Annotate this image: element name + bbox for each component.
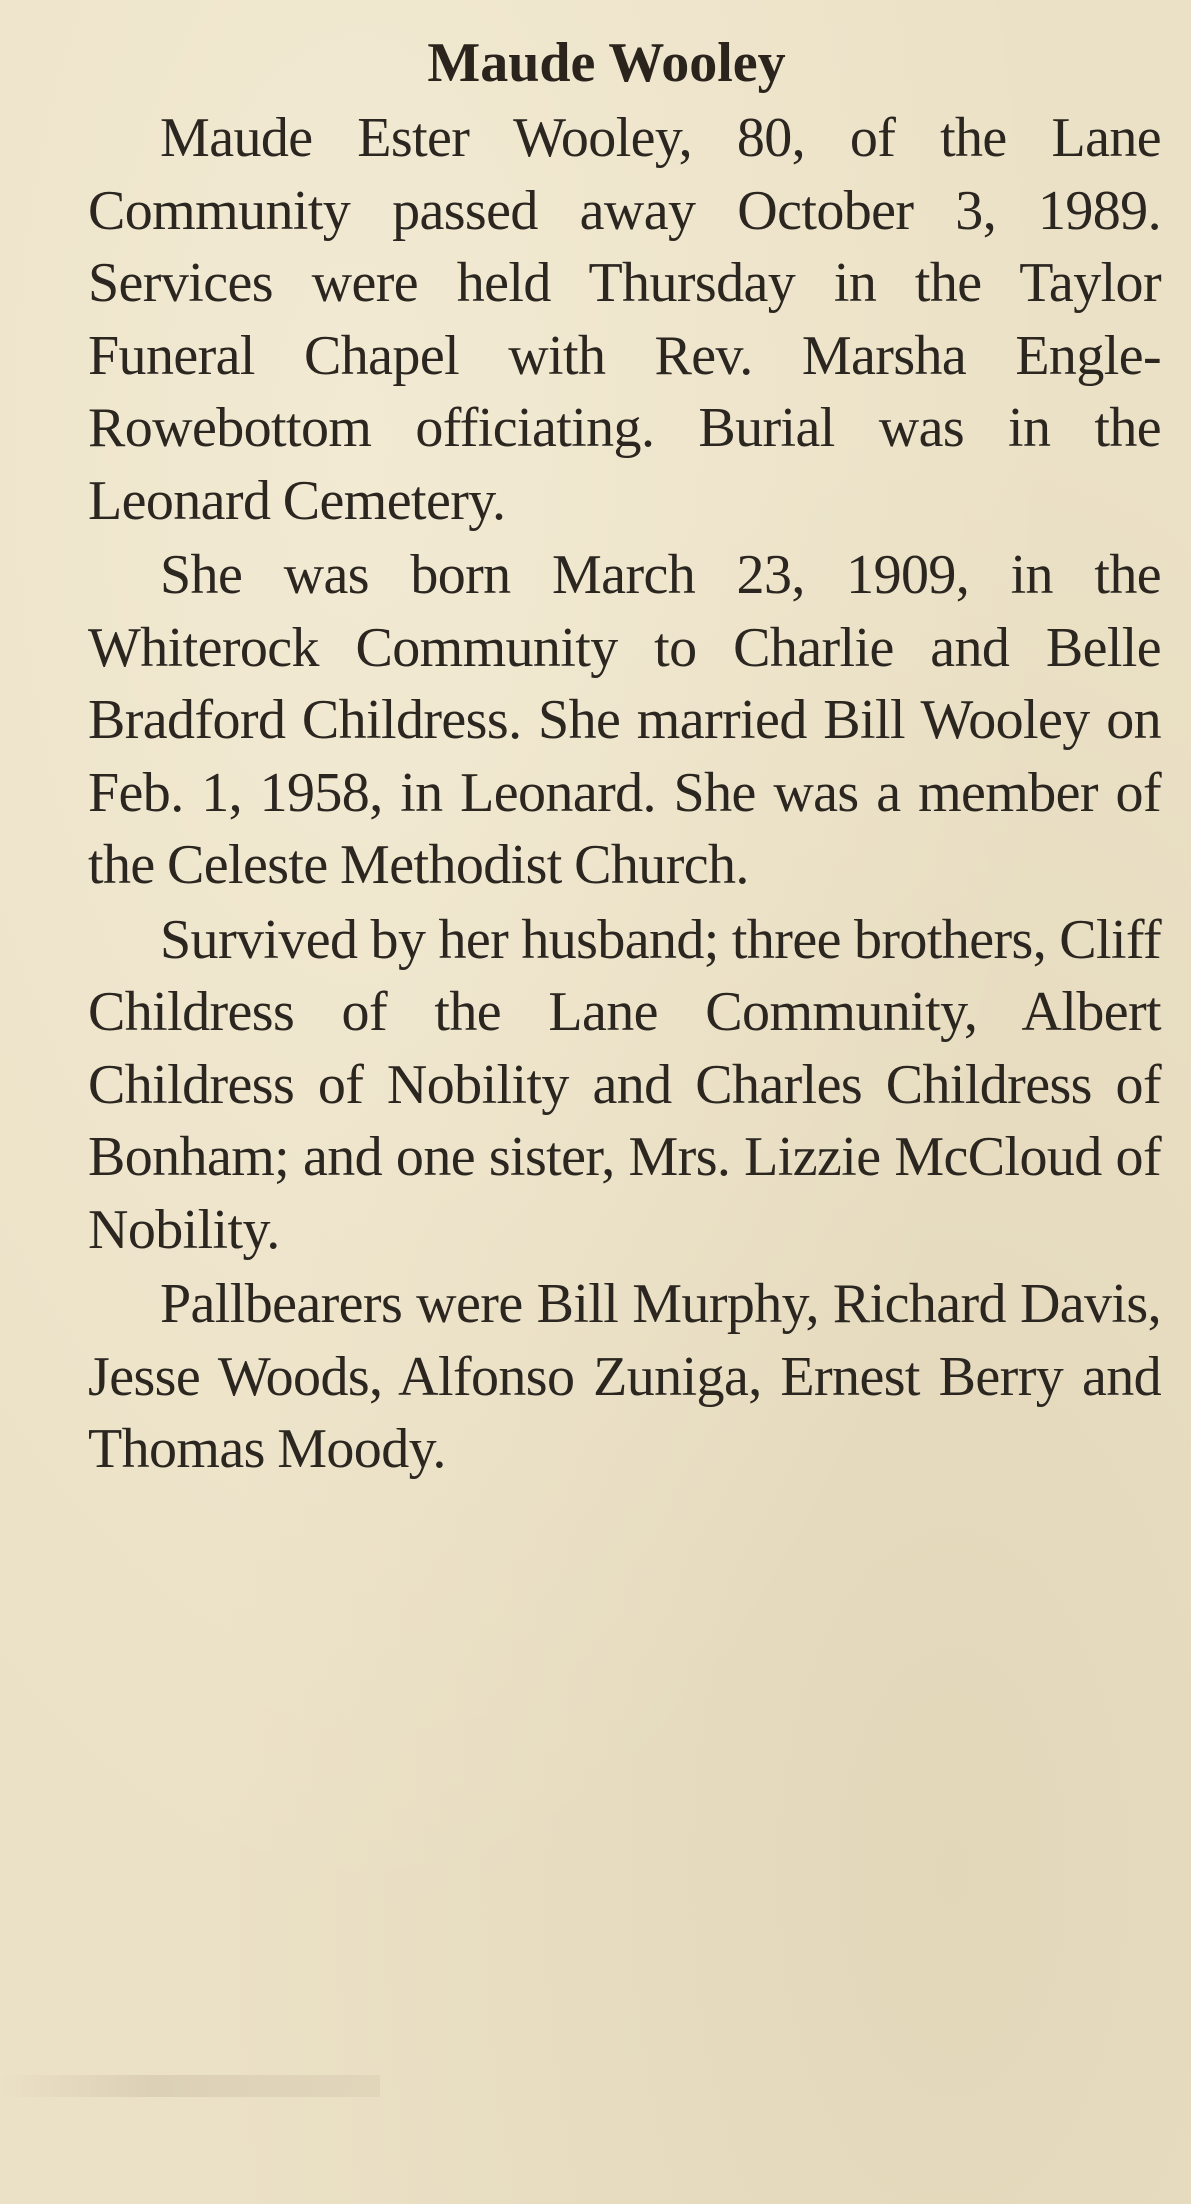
obituary-paragraph-pallbearers: Pallbearers were Bill Murphy, Richard Davis, Jesse Woods, Alfonso Zuniga, Ernest Berry and Thomas Moody. xyxy=(88,1273,1161,1480)
obituary-headline: Maude Wooley xyxy=(427,32,786,94)
obituary-paragraph-death-services: Maude Ester Wooley, 80, of the Lane Community passed away October 3, 1989. Services were held Thursday in the Taylor Funeral Chapel with Rev. Marsha Engle-Rowebottom officiating. Burial was in the Leonard Cemetery. xyxy=(88,107,1161,532)
obituary-paragraph-birth-marriage: She was born March 23, 1909, in the Whiterock Community to Charlie and Belle Bradford Childress. She married Bill Wooley on Feb. 1, 1958, in Leonard. She was a member of the Celeste Methodist Church. xyxy=(88,544,1161,896)
reverse-side-bleed-through xyxy=(0,2075,380,2097)
obituary-paragraph-survivors: Survived by her husband; three brothers, Cliff Childress of the Lane Community, Albert Childress of Nobility and Charles Childress of Bonham; and one sister, Mrs. Lizzie McCloud of Nobility. xyxy=(88,908,1161,1261)
